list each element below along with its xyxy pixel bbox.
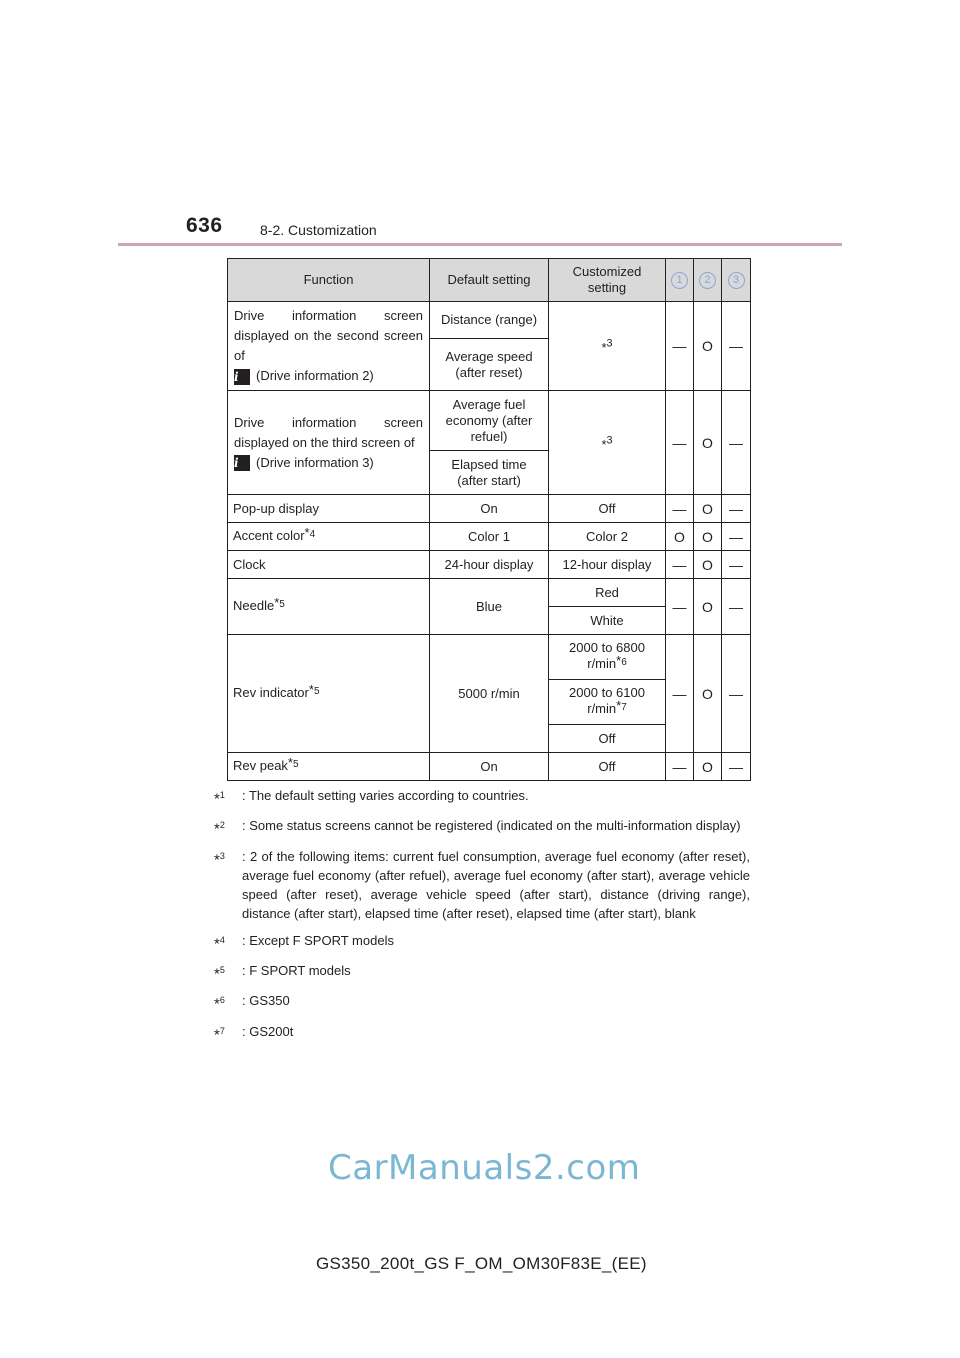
popup-default: On xyxy=(430,495,549,523)
drive-info-3-mode-3: — xyxy=(722,391,751,495)
footnote-2: *$^2$ : Some status screens cannot be registered (indicated on the multi-information display) xyxy=(214,818,741,838)
drive-info-2-mode-1: — xyxy=(666,302,694,391)
mode-2-icon: 2 xyxy=(699,272,716,289)
rev-indicator-option-2: 2000 to 6100 $r/\min^{*7}$ xyxy=(549,680,666,725)
rev-peak-customized: Off xyxy=(549,753,666,781)
popup-mode-3: — xyxy=(722,495,751,523)
accent-mode-1: O xyxy=(666,523,694,551)
customization-table xyxy=(227,258,751,781)
footnote-1: *$^1$ : The default setting varies according to countries. xyxy=(214,788,529,808)
drive-info-3-default-2: Elapsed time (after start) xyxy=(430,451,549,495)
column-header-mode-2 xyxy=(694,259,722,302)
column-header-mode-3 xyxy=(722,259,751,302)
table-row xyxy=(228,302,751,339)
watermark: CarManuals2.com xyxy=(328,1148,641,1188)
popup-mode-2: O xyxy=(694,495,722,523)
rev-peak-mode-1: — xyxy=(666,753,694,781)
drive-info-3-customized: *$^3$ xyxy=(549,391,666,495)
table-row xyxy=(228,551,751,579)
rev-peak-function: Rev peak$^{*5}$ xyxy=(228,753,430,781)
needle-default: Blue xyxy=(430,579,549,635)
popup-mode-1: — xyxy=(666,495,694,523)
needle-function: Needle$^{*5}$ xyxy=(228,579,430,635)
rev-indicator-mode-2: O xyxy=(694,635,722,753)
drive-info-3-default-1: Average fuel economy (after refuel) xyxy=(430,391,549,451)
drive-info-2-default-1: Distance (range) xyxy=(430,302,549,339)
section-title: 8-2. Customization xyxy=(260,222,377,238)
needle-mode-1: — xyxy=(666,579,694,635)
column-header-function: Function xyxy=(228,259,430,302)
clock-customized: 12-hour display xyxy=(549,551,666,579)
clock-default: 24-hour display xyxy=(430,551,549,579)
rev-indicator-mode-1: — xyxy=(666,635,694,753)
popup-customized: Off xyxy=(549,495,666,523)
drive-info-3-mode-1: — xyxy=(666,391,694,495)
rev-peak-default: On xyxy=(430,753,549,781)
needle-mode-2: O xyxy=(694,579,722,635)
drive-info-2-mode-3: — xyxy=(722,302,751,391)
table-row xyxy=(228,579,751,607)
popup-function: Pop-up display xyxy=(228,495,430,523)
accent-function: Accent color$^{*4}$ xyxy=(228,523,430,551)
drive-info-3-mode-2: O xyxy=(694,391,722,495)
drive-info-2-mode-2: O xyxy=(694,302,722,391)
clock-mode-2: O xyxy=(694,551,722,579)
accent-mode-2: O xyxy=(694,523,722,551)
drive-info-2-default-2: Average speed (after reset) xyxy=(430,339,549,391)
needle-customized-2: White xyxy=(549,607,666,635)
clock-mode-1: — xyxy=(666,551,694,579)
accent-mode-3: — xyxy=(722,523,751,551)
drive-info-2-function: Drive information screen displayed on the second screen of i (Drive information 2) xyxy=(228,302,430,391)
rev-indicator-function: Rev indicator$^{*5}$ xyxy=(228,635,430,753)
column-header-mode-1 xyxy=(666,259,694,302)
table-row xyxy=(228,495,751,523)
table-header-row xyxy=(228,259,751,302)
rev-peak-mode-3: — xyxy=(722,753,751,781)
mode-3-icon: 3 xyxy=(728,272,745,289)
table-row xyxy=(228,523,751,551)
document-id: GS350_200t_GS F_OM_OM30F83E_(EE) xyxy=(316,1254,647,1273)
footnote-4: *$^4$ : Except F SPORT models xyxy=(214,932,394,952)
rev-indicator-mode-3: — xyxy=(722,635,751,753)
clock-function: Clock xyxy=(228,551,430,579)
column-header-default: Default setting xyxy=(430,259,549,302)
page-number: 636 xyxy=(186,214,223,237)
table-row xyxy=(228,753,751,781)
header-divider xyxy=(118,243,842,246)
footnote-3: *$^3$ : 2 of the following items: current fuel consumption, average fuel economy (after reset), average fuel economy (after refuel), average fuel economy (after start), average vehicle speed (after reset), average vehicle speed (after start), distance (driving range), distance (after start), elapsed time (after reset), elapsed time (after start), blank xyxy=(214,848,750,921)
drive-info-3-function: Drive information screen displayed on the third screen of i (Drive information 3) xyxy=(228,391,430,495)
info-icon: i xyxy=(234,455,250,471)
rev-indicator-default: 5000 r/min xyxy=(430,635,549,753)
rev-peak-mode-2: O xyxy=(694,753,722,781)
column-header-customized: Customized setting xyxy=(549,259,666,302)
accent-default: Color 1 xyxy=(430,523,549,551)
needle-customized-1: Red xyxy=(549,579,666,607)
clock-mode-3: — xyxy=(722,551,751,579)
footnotes xyxy=(214,786,750,1052)
rev-indicator-option-3: Off xyxy=(549,725,666,753)
footnote-5: *$^5$ : F SPORT models xyxy=(214,962,351,983)
footnote-7: *$^7$ : GS200t xyxy=(214,1023,294,1043)
accent-customized: Color 2 xyxy=(549,523,666,551)
footnote-6: *$^6$ : GS350 xyxy=(214,993,290,1013)
table-row xyxy=(228,391,751,451)
rev-indicator-option-1: 2000 to 6800 $r/\min^{*6}$ xyxy=(549,635,666,680)
info-icon: i xyxy=(234,369,250,385)
needle-mode-3: — xyxy=(722,579,751,635)
table-row xyxy=(228,635,751,680)
drive-info-2-customized: *$^3$ xyxy=(549,302,666,391)
mode-1-icon: 1 xyxy=(671,272,688,289)
